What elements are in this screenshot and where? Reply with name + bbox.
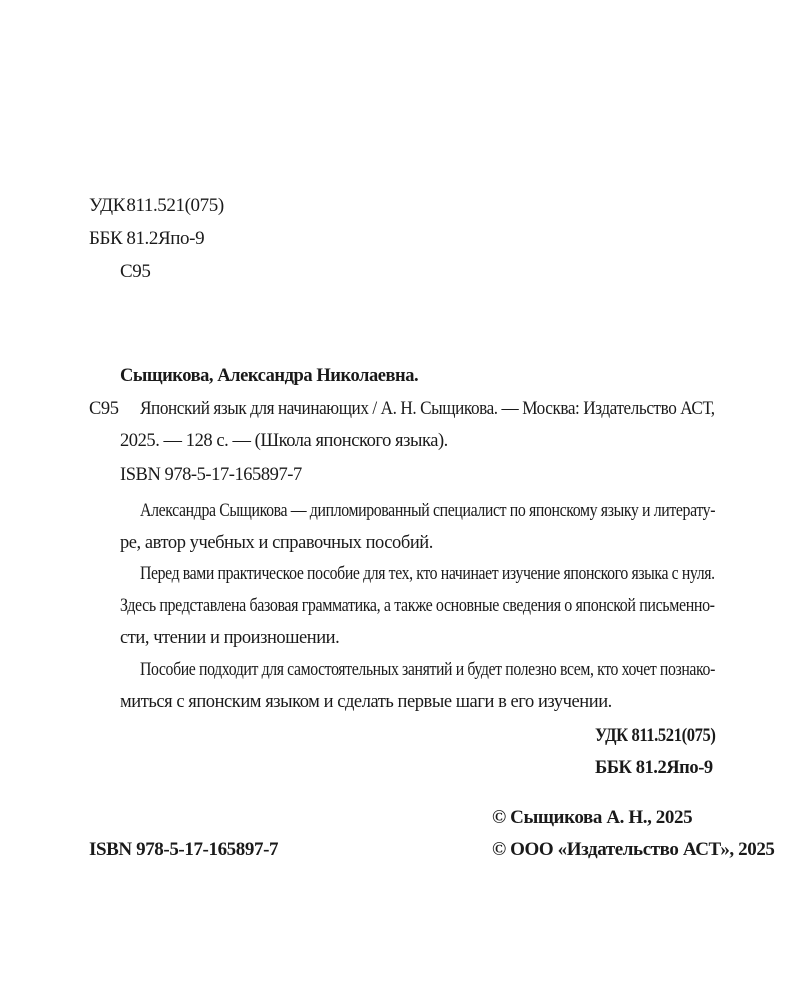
annotation-p1-line1: Александра Сыщикова — дипломированный специалист по японскому языку и литерату- (140, 501, 716, 521)
footer-isbn: ISBN 978-5-17-165897-7 (89, 839, 279, 860)
annotation-p2-line1: Перед вами практическое пособие для тех, кто начинает изучение японского языка с нуля. (140, 564, 715, 584)
title-line-1-text: Японский язык для начинающих / А. Н. Сыщикова. — Москва: Издательство АСТ, (140, 399, 715, 419)
annotation-p1-line2: ре, автор учебных и справочных пособий. (120, 533, 433, 553)
entry-isbn: ISBN 978-5-17-165897-7 (120, 465, 302, 485)
author-mark: С95 (120, 261, 151, 282)
bbk-value: 81.2Япо-9 (126, 228, 205, 249)
annotation-p2-line3: сти, чтении и произношении. (120, 628, 340, 648)
copyright-publisher: © ООО «Издательство АСТ», 2025 (492, 839, 775, 860)
udk-value: 811.521(075) (126, 195, 224, 216)
title-line-1 (140, 399, 715, 419)
bbk-right: ББК 81.2Япо-9 (595, 758, 713, 778)
copyright-author: © Сыщикова А. Н., 2025 (492, 807, 693, 828)
udk-right: УДК 811.521(075) (595, 726, 716, 746)
entry-mark: С95 (89, 399, 119, 419)
bbk-label: ББК (89, 228, 123, 249)
author-heading: Сыщикова, Александра Николаевна. (120, 366, 419, 386)
udk-label: УДК (89, 195, 125, 216)
annotation-p3-line1: Пособие подходит для самостоятельных занятий и будет полезно всем, кто хочет познако- (140, 660, 715, 680)
annotation-p3-line2: миться с японским языком и сделать первые шаги в его изучении. (120, 692, 612, 712)
title-line-2: 2025. — 128 с. — (Школа японского языка). (120, 431, 448, 451)
annotation-p2-line2: Здесь представлена базовая грамматика, а также основные сведения о японской письменно- (120, 596, 715, 616)
